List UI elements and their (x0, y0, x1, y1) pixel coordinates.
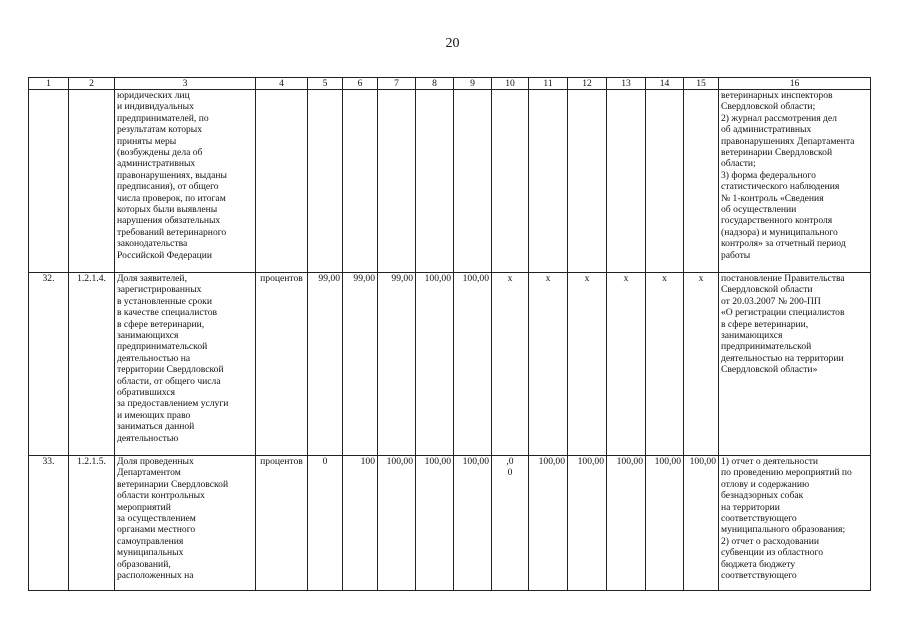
value-cell (568, 90, 607, 273)
value-cell: 99,00 (308, 273, 343, 456)
value-cell: 100 (343, 456, 378, 591)
source-document: 1) отчет о деятельности по проведению мероприятий по отлову и содержанию безнадзорных собак на территории соответствующего муниципального образования; 2) отчет о расходовании субвенции из областного бюджета бюджету соответствующего (719, 456, 871, 591)
table-row (29, 456, 871, 591)
value-cell: x (529, 273, 568, 456)
value-cell: x (684, 273, 719, 456)
value-cell (308, 90, 343, 273)
value-cell: 99,00 (378, 273, 416, 456)
row-number (29, 90, 69, 273)
value-cell (492, 90, 529, 273)
indicators-table (28, 77, 871, 591)
column-number: 10 (492, 78, 529, 90)
value-cell: 100,00 (568, 456, 607, 591)
column-number: 11 (529, 78, 568, 90)
column-number: 14 (646, 78, 684, 90)
value-cell: x (607, 273, 646, 456)
value-cell: 100,00 (416, 456, 454, 591)
column-number: 3 (115, 78, 256, 90)
value-cell: 0 (308, 456, 343, 591)
value-cell (343, 90, 378, 273)
column-number: 9 (454, 78, 492, 90)
column-number: 5 (308, 78, 343, 90)
column-number: 12 (568, 78, 607, 90)
value-cell: x (646, 273, 684, 456)
value-cell (607, 90, 646, 273)
value-cell: 100,00 (454, 273, 492, 456)
value-cell (646, 90, 684, 273)
unit (256, 90, 308, 273)
row-code: 1.2.1.5. (69, 456, 115, 591)
page-number: 20 (445, 36, 460, 51)
column-number: 1 (29, 78, 69, 90)
value-cell: x (492, 273, 529, 456)
value-cell: 100,00 (378, 456, 416, 591)
value-cell: 99,00 (343, 273, 378, 456)
row-number: 32. (29, 273, 69, 456)
value-cell: 100,00 (684, 456, 719, 591)
value-cell (378, 90, 416, 273)
unit: процентов (256, 456, 308, 591)
unit: процентов (256, 273, 308, 456)
value-cell (529, 90, 568, 273)
column-number: 15 (684, 78, 719, 90)
value-cell (684, 90, 719, 273)
value-cell: x (568, 273, 607, 456)
source-document: ветеринарных инспекторов Свердловской области; 2) журнал рассмотрения дел об административных правонарушениях Департамента ветеринарии Свердловской области; 3) форма федерального статистического наблюдения № 1-контроль «Сведения об осуществлении государственного контроля (надзора) и муниципального контроля» за отчетный период работы (719, 90, 871, 273)
value-cell: 100,00 (607, 456, 646, 591)
indicator-name: Доля проведенных Департаментом ветеринарии Свердловской области контрольных мероприятий за осуществлением органами местного самоуправления муниципальных образований, расположенных на (115, 456, 256, 591)
column-number: 7 (378, 78, 416, 90)
column-number: 4 (256, 78, 308, 90)
value-cell: 100,00 (646, 456, 684, 591)
column-number: 13 (607, 78, 646, 90)
row-number: 33. (29, 456, 69, 591)
column-number: 2 (69, 78, 115, 90)
source-document: постановление Правительства Свердловской области от 20.03.2007 № 200-ПП «О регистрации специалистов в сфере ветеринарии, занимающихся предпринимательской деятельностью на территории Свердловской области» (719, 273, 871, 456)
indicator-name: юридических лиц и индивидуальных предпринимателей, по результатам которых приняты меры (возбуждены дела об административных правонарушениях, выданы предписания), от общего числа проверок, по итогам которых были выявлены нарушения обязательных требований ветеринарного законодательства Российской Федерации (115, 90, 256, 273)
value-cell: 100,00 (454, 456, 492, 591)
table-row (29, 90, 871, 273)
column-number-row (29, 78, 871, 90)
row-code (69, 90, 115, 273)
column-number: 16 (719, 78, 871, 90)
row-code: 1.2.1.4. (69, 273, 115, 456)
value-cell: ,0 0 (492, 456, 529, 591)
column-number: 6 (343, 78, 378, 90)
value-cell (454, 90, 492, 273)
value-cell (416, 90, 454, 273)
table-row (29, 273, 871, 456)
value-cell: 100,00 (416, 273, 454, 456)
indicator-name: Доля заявителей, зарегистрированных в установленные сроки в качестве специалистов в сфере ветеринарии, занимающихся предпринимательской деятельностью на территории Свердловской области, от общего числа обратившихся за предоставлением услуги и имеющих право заниматься данной деятельностью (115, 273, 256, 456)
value-cell: 100,00 (529, 456, 568, 591)
column-number: 8 (416, 78, 454, 90)
